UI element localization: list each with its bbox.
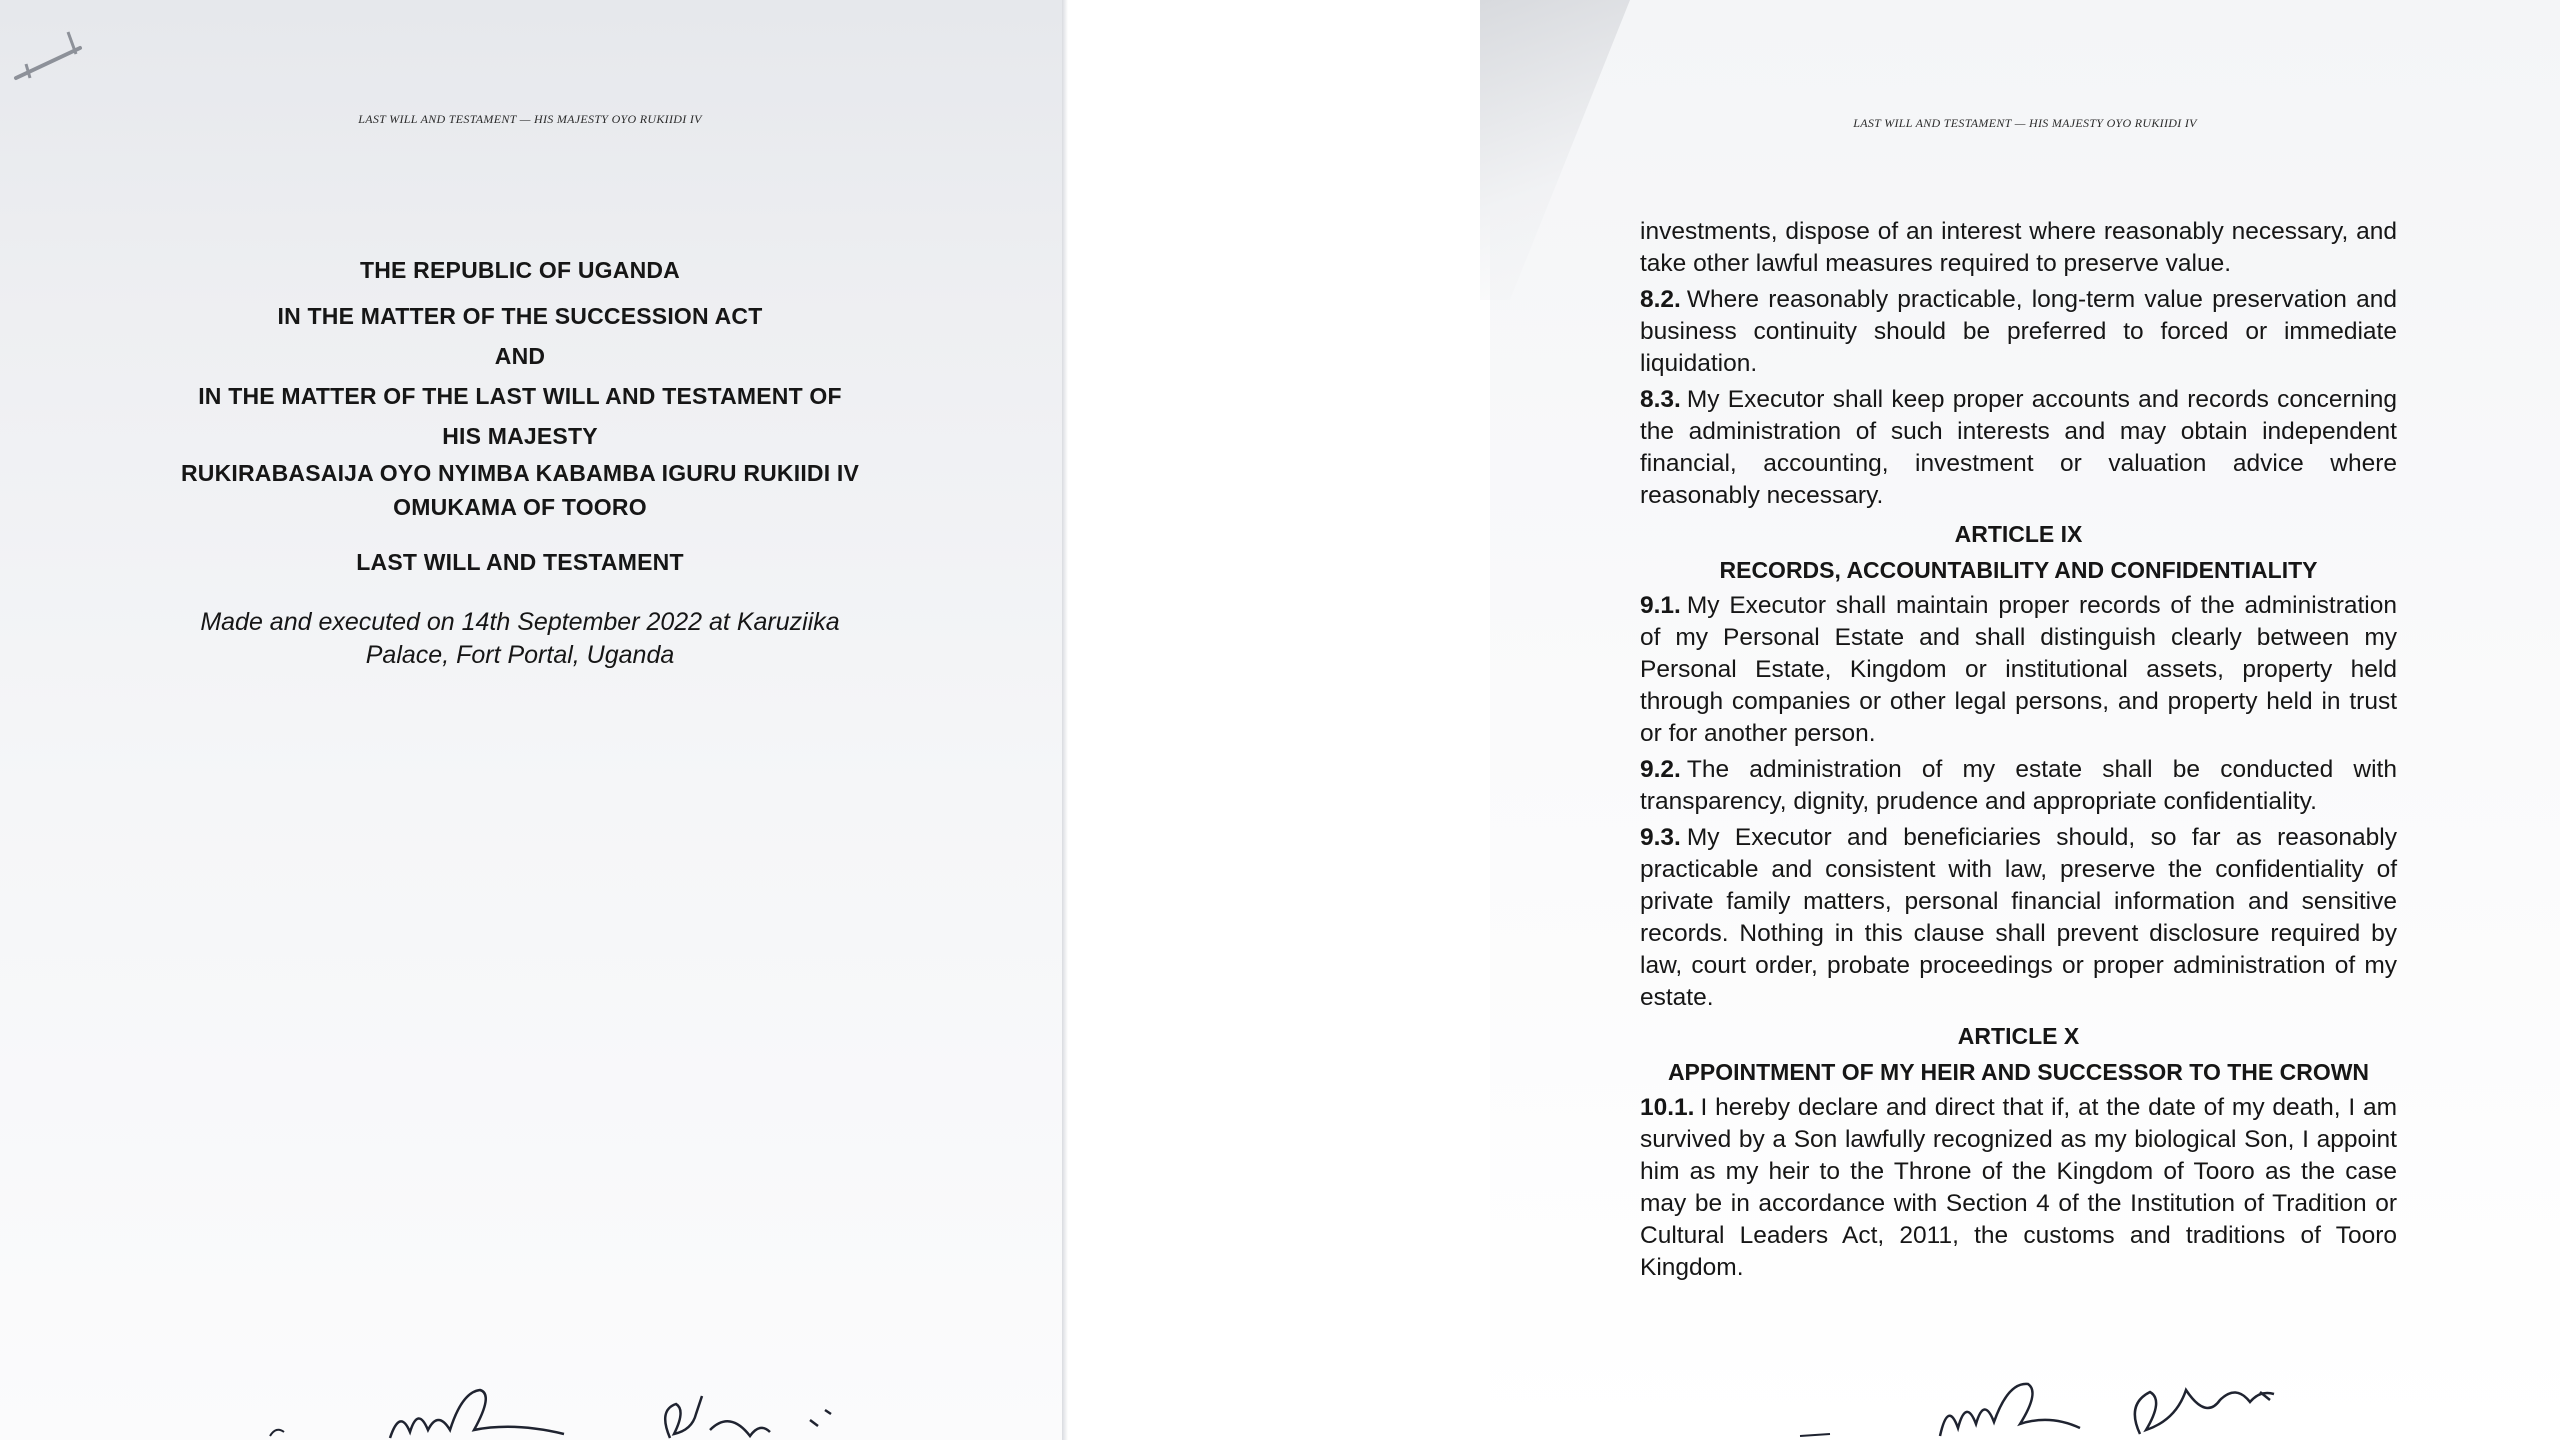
clause-8-2 [1640, 284, 2397, 380]
clause-text: Where reasonably practicable, long-term value preservation and business continuity should be preferred to forced or immediate liquidation. [1640, 286, 2397, 377]
execution-statement [150, 606, 890, 672]
article-10-label: ARTICLE X [1957, 1023, 2080, 1049]
clause-number: 9.3. [1640, 824, 1681, 851]
staple-mark-icon [10, 20, 90, 90]
clause-text: I hereby declare and direct that if, at the date of my death, I am survived by a Son lawfully recognized as my biological Son, I appoint him as my heir to the Throne of the Kingdom of Tooro as the case may be in accordance with Section 4 of the Institution of Tradition or Cultural Leaders Act, 2011, the customs and traditions of Tooro Kingdom. [1640, 1094, 2397, 1281]
clause-9-1 [1640, 590, 2397, 750]
title-line: HIS MAJESTY [442, 423, 598, 449]
cover-title-block [150, 250, 890, 672]
right-page [1490, 0, 2560, 1440]
clause-number: 9.2. [1640, 756, 1681, 783]
clause-number: 10.1. [1640, 1094, 1695, 1121]
clause-text: My Executor and beneficiaries should, so far as reasonably practicable and consistent with law, preserve the confidentiality of private family matters, personal financial information and sensitive records. Nothing in this clause shall prevent disclosure required by law, court order, probate proceedings or proper administration of my estate. [1640, 824, 2397, 1011]
signature-marks [1790, 1370, 2490, 1440]
article-9-title: RECORDS, ACCOUNTABILITY AND CONFIDENTIALITY [1719, 557, 2318, 583]
document-title: LAST WILL AND TESTAMENT [356, 549, 684, 575]
clause-number: 8.3. [1640, 386, 1681, 413]
clause-text: My Executor shall maintain proper records of the administration of my Personal Estate and shall distinguish clearly between my Personal Estate, Kingdom or institutional assets, property held through companies or other legal persons, and property held in trust or for another person. [1640, 592, 2397, 747]
clause-number: 8.2. [1640, 286, 1681, 313]
article-10-title: APPOINTMENT OF MY HEIR AND SUCCESSOR TO THE CROWN [1667, 1059, 2370, 1085]
clause-8-3 [1640, 384, 2397, 512]
title-line: THE REPUBLIC OF UGANDA [359, 257, 680, 283]
clause-text: My Executor shall keep proper accounts and records concerning the administration of such interests and may obtain independent financial, accounting, investment or valuation advice where reasonably necessary. [1640, 386, 2397, 509]
clause-text: The administration of my estate shall be conducted with transparency, dignity, prudence and appropriate confidentiality. [1640, 756, 2397, 815]
title-line: OMUKAMA OF TOORO [393, 494, 647, 520]
clause-10-1 [1640, 1092, 2397, 1284]
execution-line: Made and executed on 14th September 2022 at Karuziika [200, 608, 840, 636]
title-line: AND [494, 343, 546, 369]
signature-marks [250, 1380, 870, 1440]
running-header: LAST WILL AND TESTAMENT — HIS MAJESTY OYO RUKIIDI IV [358, 112, 702, 126]
title-line: IN THE MATTER OF THE SUCCESSION ACT [277, 303, 763, 329]
title-line: RUKIRABASAIJA OYO NYIMBA KABAMBA IGURU RUKIIDI IV [180, 460, 860, 486]
title-line: IN THE MATTER OF THE LAST WILL AND TESTAMENT OF [198, 383, 842, 409]
execution-line: Palace, Fort Portal, Uganda [365, 641, 675, 669]
running-header: LAST WILL AND TESTAMENT — HIS MAJESTY OYO RUKIIDI IV [1853, 116, 2197, 130]
left-page [0, 0, 1062, 1440]
clause-9-2 [1640, 754, 2397, 818]
clause-9-3 [1640, 822, 2397, 1014]
clause-number: 9.1. [1640, 592, 1681, 619]
article-9-label: ARTICLE IX [1954, 521, 2083, 547]
will-body [1640, 216, 2397, 1288]
paragraph-continuation: investments, dispose of an interest where reasonably necessary, and take other lawful measures required to preserve value. [1640, 218, 2397, 277]
